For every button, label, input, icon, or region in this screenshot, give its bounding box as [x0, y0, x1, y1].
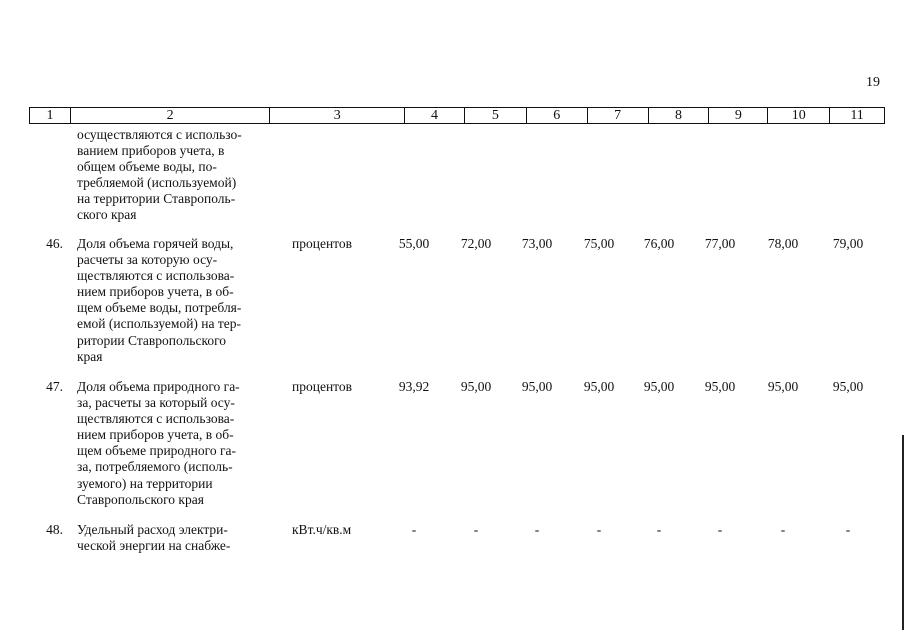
indicator-name-line: за, расчеты за который осу-: [77, 395, 235, 411]
row-number: 48.: [46, 522, 63, 537]
indicator-name-line: ского края: [77, 207, 137, 223]
value-cell: 73,00: [521, 236, 553, 251]
value-cell: 95,00: [704, 379, 736, 394]
indicator-name-line: Доля объема горячей воды,: [77, 236, 234, 251]
header-col-4: 4: [404, 108, 464, 123]
value-cell: 75,00: [583, 236, 615, 251]
value-cell: 76,00: [643, 236, 675, 251]
indicator-name-line: нием приборов учета, в об-: [77, 427, 234, 443]
indicator-name-line: ществляются с использова-: [77, 268, 235, 284]
indicator-name: [77, 522, 267, 554]
indicator-name-line: ванием приборов учета, в: [77, 143, 225, 159]
indicator-name-line: щем объеме природного га-: [77, 443, 236, 459]
value-cell: -: [596, 522, 602, 537]
value-cell: 95,00: [521, 379, 553, 394]
value-cell: 55,00: [398, 236, 430, 251]
unit-cell: процентов: [292, 379, 353, 394]
header-col-6: 6: [526, 108, 587, 123]
value-cell: -: [473, 522, 479, 537]
value-cell: 95,00: [832, 379, 864, 394]
row-number: 47.: [46, 379, 63, 394]
indicator-name-line: емой (используемой) на тер-: [77, 316, 242, 332]
indicator-name-line: ческой энергии на снабже-: [77, 538, 231, 554]
indicator-name: [77, 127, 267, 224]
indicator-name-line: осуществляются с использо-: [77, 127, 242, 142]
value-cell: 95,00: [767, 379, 799, 394]
header-col-2: 2: [70, 108, 270, 123]
header-col-11: 11: [829, 108, 884, 123]
indicator-name-line: зуемого) на территории: [77, 475, 213, 491]
indicator-name-line: расчеты за которую осу-: [77, 252, 218, 268]
row-number: 46.: [46, 236, 63, 251]
indicator-name-line: Удельный расход электри-: [77, 522, 228, 537]
indicator-name-line: края: [77, 348, 103, 364]
header-col-7: 7: [587, 108, 648, 123]
header-col-5: 5: [464, 108, 526, 123]
indicator-name-line: Ставропольского края: [77, 491, 204, 507]
header-col-1: 1: [46, 108, 54, 123]
value-cell: 77,00: [704, 236, 736, 251]
indicator-name: [77, 236, 267, 365]
indicator-name-line: ществляются с использова-: [77, 411, 235, 427]
value-cell: 72,00: [460, 236, 492, 251]
indicator-name-line: на территории Ставрополь-: [77, 191, 236, 207]
value-cell: 95,00: [643, 379, 675, 394]
value-cell: -: [845, 522, 851, 537]
unit-cell: кВт.ч/кв.м: [292, 522, 352, 537]
value-cell: 95,00: [460, 379, 492, 394]
value-cell: -: [411, 522, 417, 537]
value-cell: 93,92: [398, 379, 430, 394]
indicator-name-line: за, потребляемого (исполь-: [77, 459, 233, 475]
indicator-name: [77, 379, 267, 508]
indicator-name-line: ритории Ставропольского: [77, 332, 227, 348]
value-cell: 95,00: [583, 379, 615, 394]
unit-cell: процентов: [292, 236, 353, 251]
indicator-name-line: щем объеме воды, потребля-: [77, 300, 242, 316]
table-header-row: [29, 107, 885, 124]
indicator-name-line: общем объеме воды, по-: [77, 159, 217, 175]
indicator-name-line: требляемой (используемой): [77, 175, 237, 191]
header-col-8: 8: [648, 108, 709, 123]
value-cell: -: [656, 522, 662, 537]
value-cell: -: [780, 522, 786, 537]
header-col-10: 10: [767, 108, 829, 123]
header-col-9: 9: [708, 108, 767, 123]
scan-edge-line: [902, 435, 904, 630]
page-number: 19: [866, 75, 880, 90]
indicator-name-line: нием приборов учета, в об-: [77, 284, 234, 300]
value-cell: 79,00: [832, 236, 864, 251]
header-col-3: 3: [269, 108, 404, 123]
indicator-name-line: Доля объема природного га-: [77, 379, 240, 394]
value-cell: -: [717, 522, 723, 537]
value-cell: -: [534, 522, 540, 537]
value-cell: 78,00: [767, 236, 799, 251]
